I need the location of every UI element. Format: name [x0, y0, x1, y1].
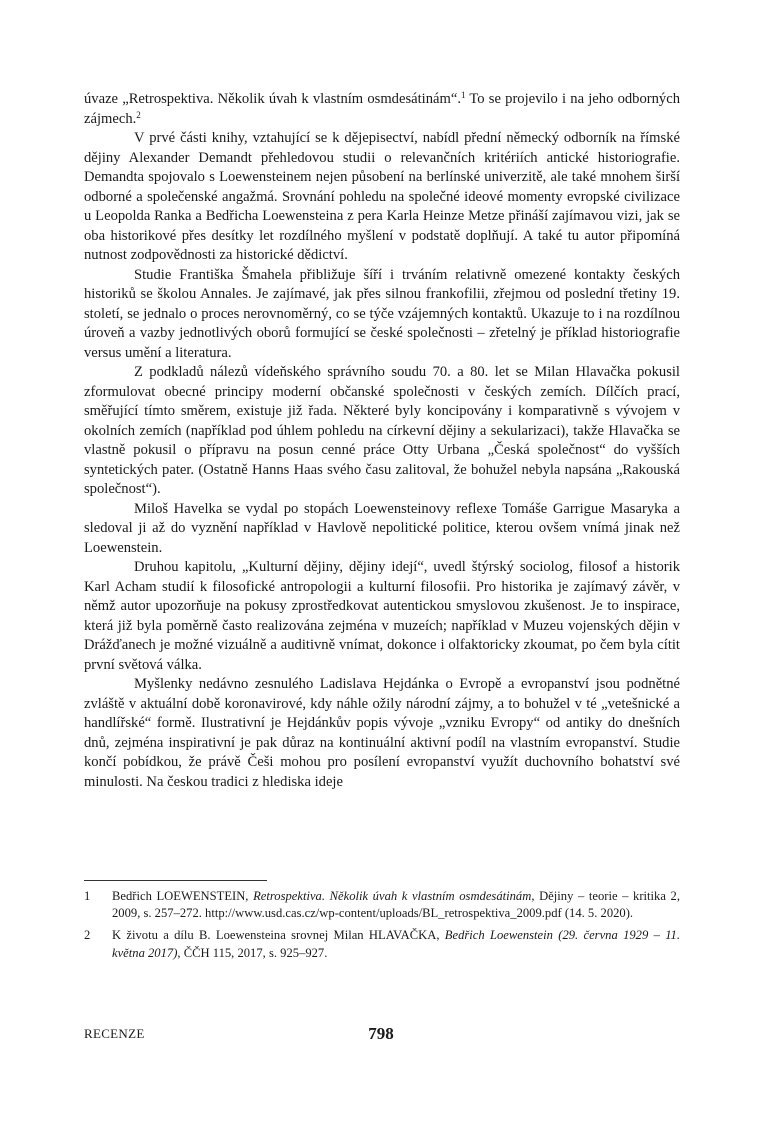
- footnote-number: 2: [84, 928, 91, 943]
- paragraph-havelka: Miloš Havelka se vydal po stopách Loewensteinovy reflexe Tomáše Garrigue Masaryka a sledoval ji až do vyznění například v Havlově nepolitické politice, kterou ovšem vnímá jinak než Loewenstein.: [84, 500, 680, 556]
- paragraph-smahel: Studie Františka Šmahela přibližuje šíří i trváním relativně omezené kontakty českých historiků se školou Annales. Je zajímavé, jak přes silnou frankofilii, zřejmou od poslední třetiny 19. století, se jednalo o proces nerovnoměrný, co se týče vzájemných kontaktů. Ukazuje to i na rozdílnou úroveň a vazby jednotlivých oborů formující se české společnosti – zřetelný je příklad historiografie versus umění a literatura.: [84, 266, 680, 361]
- paragraph-continuation: úvaze „Retrospektiva. Několik úvah k vlastním osmdesátinám“.$^1$ To se projevilo i na jeho odborných zájmech.$^2$: [84, 90, 680, 127]
- footnote-number: 1: [84, 889, 91, 903]
- paragraph-demandt: V prvé části knihy, vztahující se k dějepisectví, nabídl přední německý odborník na římské dějiny Alexander Demandt přehledovou studii o relevančních kritériích antické historiografie. Demandta spojovalo s Loewensteinem nejen působení na berlínské univerzitě, ale také mnohem širší odborné a společenské angažmá. Srovnání pohledu na společné ideové momenty evropské civilizace u Leopolda Ranka a Bedřicha Loewensteina z pera Karla Heinze Metze přináší zajímavou vizi, jak se oba historikové přes desítky let rozdílného myšlení v podstatě doplňují. A také tu autor připomíná nutnost zodpovědnosti za historické dědictví.: [84, 130, 680, 263]
- footnote-2: [84, 927, 680, 961]
- footnote-text: K životu a dílu B. Loewensteina srovnej Milan HLAVAČKA, Bedřich Loewenstein (29. června 1929 – 11. května 2017), ČČH 115, 2017, s. 925–927.: [112, 928, 681, 960]
- footnote-ref-2[interactable]: 2: [136, 109, 141, 120]
- footnote-text: Bedřich LOEWENSTEIN, Retrospektiva. Několik úvah k vlastním osmdesátinám, Dějiny – teorie – kritika 2, 2009, s. 257–272. http://www.usd.cas.cz/wp-content/uploads/BL_retrospektiva_2009.pdf (14. 5. 2020).: [112, 889, 680, 921]
- footnote-ref-1[interactable]: 1: [460, 90, 466, 100]
- paragraph-hlavacka: Z podkladů nálezů vídeňského správního soudu 70. a 80. let se Milan Hlavačka pokusil zformulovat obecné principy moderní občanské společnosti v českých zemích. Dílčích prací, směřující tímto směrem, existuje již řada. Některé byly koncipovány i komparativně s vývojem v okolních zemích (například pod úhlem pohledu na církevní dějiny a sekularizaci), takže Hlavačka se vlastně pokusil o přípravu na posun cenné práce Otty Urbana „Česká společnost“ do vyšších syntetických pater. (Ostatně Hanns Haas svého času zalitoval, že bohužel nebyla napsána „Rakouská společnost“).: [84, 364, 680, 497]
- paragraph-acham: Druhou kapitolu, „Kulturní dějiny, dějiny idejí“, uvedl štýrský sociolog, filosof a historik Karl Acham studií k filosofické antropologii a kulturní filosofii. Pro historika je zajímavý závěr, v němž autor upozorňuje na pokusy zprostředkovat autentickou smyslovou zkušenost. Je to inspirace, která již byla poměrně často realizována zejména v muzeích; například v Muzeu vojenských dějin v Drážďanech je možné vizuálně a auditivně vnímat, dokonce i olfaktoricky zkoumat, po čem byla cítit první světová válka.: [84, 559, 680, 673]
- page-number: 798: [368, 1024, 394, 1043]
- paragraph-hejdanek: Myšlenky nedávno zesnulého Ladislava Hejdánka o Evropě a evropanství jsou podnětné zvláště v aktuální době koronavirové, kdy náhle ožily národní zájmy, a to bohužel v té „vetešnické a handlířské“ formě. Ilustrativní je Hejdánkův popis vývoje „vzniku Evropy“ od antiky do dnešních dnů, zejména inspirativní je pak důraz na kontinuální aktivní podíl na vlastním evropanství. Studie končí pobídkou, že právě Češi mohou pro posílení evropanství využít duchovního bohatství své minulosti. Na českou tradici z hlediska ideje: [84, 676, 680, 790]
- footnote-title: Bedřich Loewenstein (29. června 1929 – 11. května 2017): [112, 928, 681, 960]
- body-text: [84, 90, 680, 792]
- footnote-title: Retrospektiva. Několik úvah k vlastním osmdesátinám: [253, 889, 532, 903]
- footnote-1: [84, 888, 680, 922]
- footnotes: [84, 888, 680, 967]
- section-label: RECENZE: [84, 1026, 145, 1041]
- footnote-separator: [84, 880, 267, 881]
